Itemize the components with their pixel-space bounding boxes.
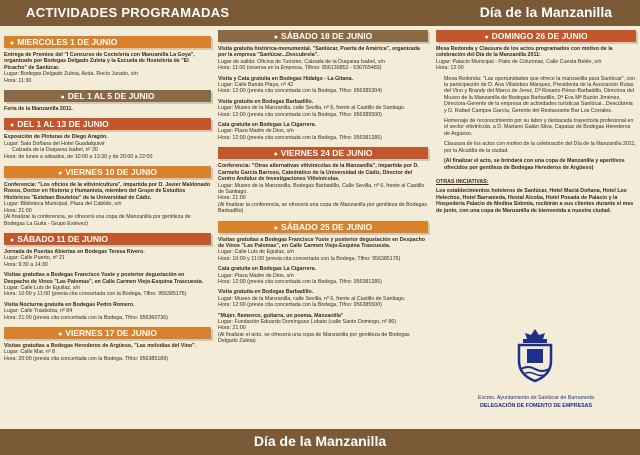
day-header-11-june: ● SÁBADO 11 DE JUNIO [4,233,211,245]
top-banner [0,0,640,26]
ayuntamiento-caption: Excmo. Ayuntamiento de Sanlúcar de Barrameda [478,395,594,401]
event-visita-historica: Visita gratuita histórica-monumental, "Sanlúcar, Puerta de América", organizada por la empresa "Sanlúcar...Descubrela". Lugar de salida: Oficina de Turismo, Calzada de la Duquesa Isabel, s/n Hora: 11:00 (reserva en la Empresa, Tlfnos: 856130852 - 630765483) [218,46,420,72]
event-puertas-abiertas: Jornada de Puertas Abiertas en Bodegas Teresa Rivero. Lugar: Calle Puerto, nº 21 Hora: 9:30 a 14:30 [4,248,145,268]
bottom-banner [0,429,640,455]
day-header-1-june: ● MIERCOLES 1 DE JUNIO [4,36,211,48]
event-nocturna: Visita Nocturna gratuita en Bodegas Pedro Romero. Lugar: Calle Trasbolsa, nº 84 Hora: 21:00 (previa cita concertada con la Bodega, Tlfno: 956360736) [4,301,168,321]
day-header-1-13-june: ● DEL 1 AL 13 DE JUNIO [4,118,211,130]
event-conferencia-oficios: Conferencia: "Los oficios de la vitivinicultura", impartida por D. Javier Maldonado Rosso, Doctor en Historia y Humanista, miembro del Grupo de Estudios Históricos "Esteban Boutelou" de la Universidad de Cádiz. Lugar: Biblioteca Municipal, Plaza del Cabildo, s/n Hora: 21:00 (Al finalizar la conferencia, se ofrecerá una copa de Manzanilla por gentileza de Bodegas La Guita - Grupo Estévez) [4,182,211,227]
event-conferencia-alternativas: Conferencia: "Otras alternativas vitivinícolas de la Manzanilla", impartida por D. Carmelo García Barroso, Catedrático de la Universidad de Cádiz, Director del Centro Andaluz de Investigaciones Vitivinícolas. Lugar: Museo de la Manzanilla, Bodegas Barbadillo, Calle Sevilla, nº 6, frente al Castillo de Santiago. Hora: 21:00 (Al finalizar la conferencia, se ofrecerá una copa de Manzanilla por gentileza de Bodegas Barbadillo) [218,163,428,215]
day-header-25-june: ● SÁBADO 25 DE JUNIO [218,221,428,233]
event-feria: Feria de la Manzanilla 2011. [4,106,73,113]
delegacion-caption: DELEGACIÓN DE FOMENTO DE EMPRESAS [479,403,593,409]
otras-iniciativas: OTRAS INICIATIVAS: Los establecimientos hoteleros de Sanlúcar, Hotel Maciá Doñana, Hotel Los Helechos, Hotel Barrameda, Hostal Alcoba, Hotel Posada de Palacio y la Hospedería Palacio de Medina Sidonia, recibirán a sus clientes durante el mes de junio, con una copa de Manzanilla de bienvenida a nuestra ciudad. [436,178,634,214]
event-hidalgo: Visita y Cata gratuita en Bodegas Hidalgo - La Gitana. Lugar: Calle Banda Playa, nº 42 Hora: 12:00 (previa cita concertada con la Bodega, Tlfno: 956385304) [218,75,382,95]
day-header-10-june: ● VIERNES 10 DE JUNIO [4,166,211,178]
event-exposicion: Exposición de Pinturas de Diego Aragón. Lugar: Sala Doñana del Hotel Guadalquivir Calzada de la Duquesa Isabel, nº 20 Hora: de lunes a sábados, de 10:00 a 13:30 y de 20:00 a 22:00 [4,134,153,160]
event-yuste-25: Visitas gratuitas a Bodegas Francisco Yuste y posterior degustación en Despacho de Vinos "Las Palomas", en Calle Carmen Viejo-Esquina Trascuesta. Lugar: Calle Luis de Eguilaz, s/n Hora: 10:00 y 11:00 (previa cita concertada con la Bodega, Tlfno: 956385176) [218,236,426,262]
clausura: Clausura de los actos con motivo de la celebración del Día de la Manzanilla 2011, por la Alcaldía de la ciudad. [444,141,636,154]
day-header-18-june: ● SÁBADO 18 DE JUNIO [218,30,428,42]
event-yuste-11: Visitas gratuitas a Bodegas Francisco Yuste y posterior degustación en Despacho de Vinos "Las Palomas", en Calle Carmen Viejo-Esquina Trascuesta. Lugar: Calle Luis de Eguilaz, s/n Hora: 10:00 y 11:00 (previa cita concertada con la Bodega, Tlfno: 956385176) [4,272,204,298]
event-barbadillo-18: Visita gratuita en Bodegas Barbadillo. Lugar: Museo de la Manzanilla, calle Sevilla, nº 6, frente al Castillo de Santiago. Hora: 12:00 (previa cita concertada con la Bodega, Tlfno: 956385500) [218,98,406,118]
day-header-26-june: ● DOMINGO 26 DE JUNIO [436,30,636,42]
event-cigarrera-25: Cata gratuita en Bodegas La Cigarrera. Lugar: Plaza Madre de Dios, s/n Hora: 12:00 (previa cita concertada con la Bodega, Tlfno: 956381285) [218,266,382,285]
ayuntamiento-coat-of-arms-logo [505,325,565,385]
final-note: (Al finalizar el acto, se brindará con una copa de Manzanilla y aperitivos ofrecidos por gentileza de Bodegas Herederos de Argüeso) [444,158,625,171]
mesa-redonda: Mesa Redonda: "Las oportunidades que ofrece la manzanilla para Sanlúcar", con la participación de D. Ana Villalobos Márquez, Presidenta de la Asociación Rutas del Vino y Brandy del Marco de Jerez, Dª Rosario Pérez-Barbadillo, Directora del Museo de la Manzanilla de Bodegas Barbadillo, Dª Eva Mª Buzón Jiménez, Directora-Gerente de la empresa de actividades turísticas Sanlúcar...Descúbrela y D. Rafael Campos García, Gerente del Restaurante Bar Los Corrales. [444,75,636,114]
day-of-manzanilla-title: Día de la Manzanilla [479,4,612,20]
programmed-activities-title: ACTIVIDADES PROGRAMADAS [26,5,230,20]
footer-title: Día de la Manzanilla [253,433,387,449]
column-left [4,30,211,366]
day-header-24-june: ● VIERNES 24 DE JUNIO [218,147,428,159]
event-argueso: Visitas gratuitas a Bodegas Herederos de Argüeso, "Las melodías del Vino". Lugar: Calle Mar, nº 8 Hora: 20:00 (previa cita concertada con la Bodega, Tlfno: 956385189) [4,342,197,362]
homenaje: Homenaje de reconocimiento por su labor y destacada trayectoria profesional en el sector vitivinícola, a D. Mariano Galán Silva, Capataz de Bodegas Herederos de Argüeso. [444,118,634,137]
event-clausura: Mesa Redonda y Clausura de los actos programados con motivo de la celebración del Día de la Manzanilla 2011: Lugar: Palacio Municipal - Patio de Columnas, Calle Cuesta Belén, s/n Hora: 12:00 [436,46,613,72]
event-mujer-flamenco: "Mujer, flamenco, guitarra, un poema, Manzanilla" Lugar: Fundación Eduardo Domínguez Lobato (calle Santo Domingo, nº 86) Hora: 21:00 (Al finalizar el acto, se ofrecerá una copa de Manzanilla por gentileza de Bodegas Delgado Zuleta) [218,312,410,345]
event-barbadillo-25: Visita gratuita en Bodegas Barbadillo. Lugar: Museo de la Manzanilla, calle Sevilla, nº 6, frente al Castillo de Santiago. Hora: 12:00 (previa cita concertada con la Bodega, Tlfno: 956385500) [218,289,406,309]
day-header-1-5-june: ● DEL 1 AL 5 DE JUNIO [4,90,211,102]
day-header-17-june: ● VIERNES 17 DE JUNIO [4,327,211,339]
event-cocktail-awards: Entrega de Premios del "I Concurso de Coctelería con Manzanilla La Goya", organizado por Bodegas Delgado Zuleta y la Escuela de Hostelería de "El Picacho" de Sanlúcar. Lugar: Bodegas Delgado Zuleta, Avda. Rocío Jurado, s/n Hora: 11:30 [4,52,195,84]
event-cigarrera-18: Cata gratuita en Bodegas La Cigarrera. Lugar: Plaza Madre de Dios, s/n Hora: 12:00 (previa cita concertada con la Bodega, Tlfno: 956381285) [218,122,382,141]
column-middle [218,30,428,349]
column-right [436,30,636,218]
